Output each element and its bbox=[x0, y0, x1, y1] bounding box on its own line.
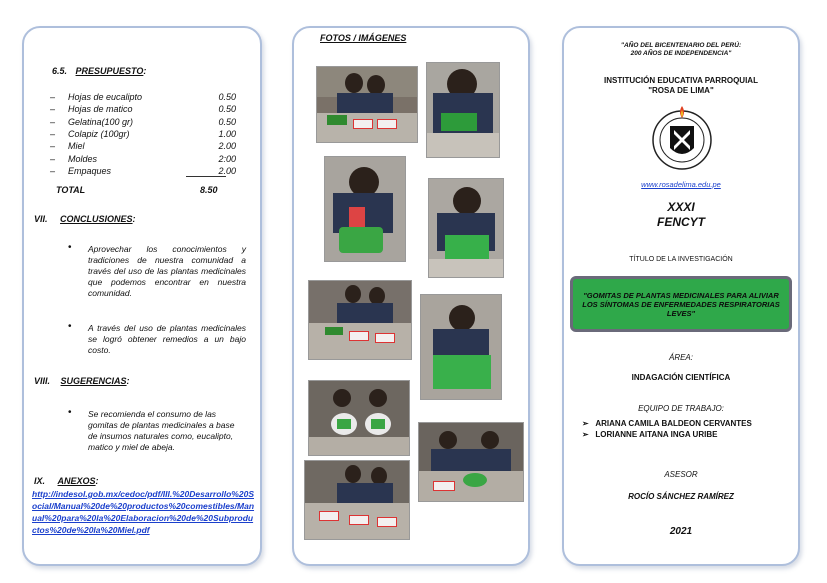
left-panel bbox=[22, 26, 262, 566]
photo-girls-plates bbox=[308, 380, 410, 456]
dash-bullet-icon: – bbox=[50, 104, 56, 115]
arrow-bullet-icon: ➢ bbox=[582, 430, 589, 439]
budget-number: 6.5. bbox=[52, 66, 68, 76]
research-title-label: TÍTULO DE LA INVESTIGACIÓN bbox=[629, 256, 733, 263]
year: 2021 bbox=[669, 526, 693, 537]
budget-item-value: 2.00 bbox=[218, 165, 236, 176]
right-panel bbox=[562, 26, 800, 566]
budget-item-value: 0.50 bbox=[218, 116, 236, 127]
institution-line2: "ROSA DE LIMA" bbox=[648, 86, 714, 95]
team-member-name: LORIANNE AITANA INGA URIBE bbox=[595, 430, 718, 439]
photo-girl-gummies bbox=[420, 294, 502, 400]
budget-item bbox=[50, 141, 254, 152]
area-label: ÁREA: bbox=[668, 353, 693, 362]
team-label: EQUIPO DE TRABAJO: bbox=[638, 404, 724, 413]
area-value: INDAGACIÓN CIENTÍFICA bbox=[631, 373, 731, 382]
dash-bullet-icon: – bbox=[50, 92, 56, 102]
budget-item-value: 0.50 bbox=[218, 104, 236, 115]
budget-item bbox=[50, 92, 254, 103]
suggestions-number: VIII. bbox=[34, 376, 51, 386]
annexes-heading: IX. ANEXOS: bbox=[34, 476, 99, 486]
total-label: TOTAL bbox=[56, 185, 86, 195]
website-link[interactable]: www.rosadelima.edu.pe bbox=[641, 180, 721, 189]
dash-bullet-icon: – bbox=[50, 165, 56, 176]
photo-girl-pouring bbox=[324, 156, 406, 262]
total-divider bbox=[186, 176, 226, 177]
team-member bbox=[582, 429, 752, 440]
year-motto-line2: 200 AÑOS DE INDEPENDENCIA" bbox=[630, 50, 732, 57]
suggestions-heading: VIII. SUGERENCIAS: bbox=[34, 376, 130, 386]
conclusion-item: Aprovechar los conocimientos y tradiciones de nuestra comunidad a través del uso de las plantas medicinales que podemos encontrar en nuestra comunidad. bbox=[88, 244, 246, 298]
fair-line1: XXXI bbox=[667, 200, 695, 214]
budget-item bbox=[50, 104, 254, 115]
bullet-icon: • bbox=[68, 242, 72, 253]
fair-line2: FENCYT bbox=[657, 215, 705, 229]
dash-bullet-icon: – bbox=[50, 153, 56, 164]
photo-girls-display bbox=[304, 460, 410, 540]
middle-panel bbox=[292, 26, 530, 566]
budget-item-value: 2.00 bbox=[218, 141, 236, 152]
advisor-name: ROCÍO SÁNCHEZ RAMÍREZ bbox=[628, 492, 734, 501]
budget-title: PRESUPUESTO bbox=[75, 66, 144, 76]
team-member bbox=[582, 418, 752, 429]
fair-name bbox=[564, 200, 798, 230]
budget-item-value: 1.00 bbox=[218, 128, 236, 139]
photos-heading: FOTOS / IMÁGENES bbox=[320, 33, 407, 43]
budget-item-value: 2:00 bbox=[218, 153, 236, 164]
budget-item-label: Gelatina(100 gr) bbox=[68, 116, 134, 127]
budget-item-label: Hojas de eucalipto bbox=[68, 92, 143, 102]
photo-girl-mold bbox=[428, 178, 504, 278]
conclusions-title: CONCLUSIONES bbox=[60, 214, 133, 224]
budget-item-label: Moldes bbox=[68, 153, 98, 164]
dash-bullet-icon: – bbox=[50, 116, 56, 127]
budget-item-label: Miel bbox=[68, 141, 85, 152]
arrow-bullet-icon: ➢ bbox=[582, 419, 589, 428]
bullet-icon: • bbox=[68, 407, 72, 418]
advisor-label: ASESOR bbox=[664, 470, 698, 479]
annexes-title: ANEXOS bbox=[57, 476, 96, 486]
annexes-number: IX. bbox=[34, 476, 46, 486]
year-motto bbox=[564, 42, 798, 58]
budget-item bbox=[50, 116, 254, 128]
team-list bbox=[582, 418, 752, 440]
dash-bullet-icon: – bbox=[50, 128, 56, 139]
budget-item bbox=[50, 153, 254, 165]
conclusion-item: A través del uso de plantas medicinales se logró obtener remedios a un bajo costo. bbox=[88, 323, 246, 355]
suggestions-title: SUGERENCIAS bbox=[60, 376, 127, 386]
budget-item-label: Colapiz (100gr) bbox=[68, 128, 130, 139]
dash-bullet-icon: – bbox=[50, 141, 56, 152]
budget-item-value: 0.50 bbox=[218, 92, 236, 102]
photo-girls-presentation bbox=[308, 280, 412, 360]
budget-heading: 6.5. PRESUPUESTO: bbox=[52, 66, 147, 76]
research-title-box bbox=[570, 276, 792, 332]
suggestion-item: Se recomienda el consumo de las gomitas de plantas medicinales a base de insumos naturales como, eucalipto, matico y miel de abeja. bbox=[88, 409, 235, 452]
conclusions-number: VII. bbox=[34, 214, 48, 224]
budget-item-label: Hojas de matico bbox=[68, 104, 133, 115]
total-value: 8.50 bbox=[200, 185, 218, 195]
budget-item bbox=[50, 128, 254, 140]
team-member-name: ARIANA CAMILA BALDEON CERVANTES bbox=[595, 419, 752, 428]
institution-line1: INSTITUCIÓN EDUCATIVA PARROQUIAL bbox=[604, 76, 758, 85]
budget-item-label: Empaques bbox=[68, 165, 112, 176]
conclusions-heading: VII. CONCLUSIONES: bbox=[34, 214, 136, 224]
photo-girls-table bbox=[316, 66, 418, 143]
institution-name bbox=[564, 76, 798, 96]
research-title: "GOMITAS DE PLANTAS MEDICINALES PARA ALIVIAR LOS SÍNTOMAS DE ENFERMEDADES RESPIRATORIAS LEVES" bbox=[582, 290, 780, 318]
photo-girls-tasting bbox=[418, 422, 524, 502]
annex-link[interactable]: http://indesol.gob.mx/cedoc/pdf/III.%20Desarrollo%20Social/Manual%20de%20productos%20comestibles/Manual%20para%20la%20Elaboracion%20de%20Subproductos%20de%20la%20Miel.pdf bbox=[32, 489, 255, 535]
bullet-icon: • bbox=[68, 321, 72, 332]
year-motto-line1: "AÑO DEL BICENTENARIO DEL PERÚ: bbox=[620, 42, 742, 49]
photo-girl-tray bbox=[426, 62, 500, 158]
school-crest-icon bbox=[648, 102, 716, 172]
